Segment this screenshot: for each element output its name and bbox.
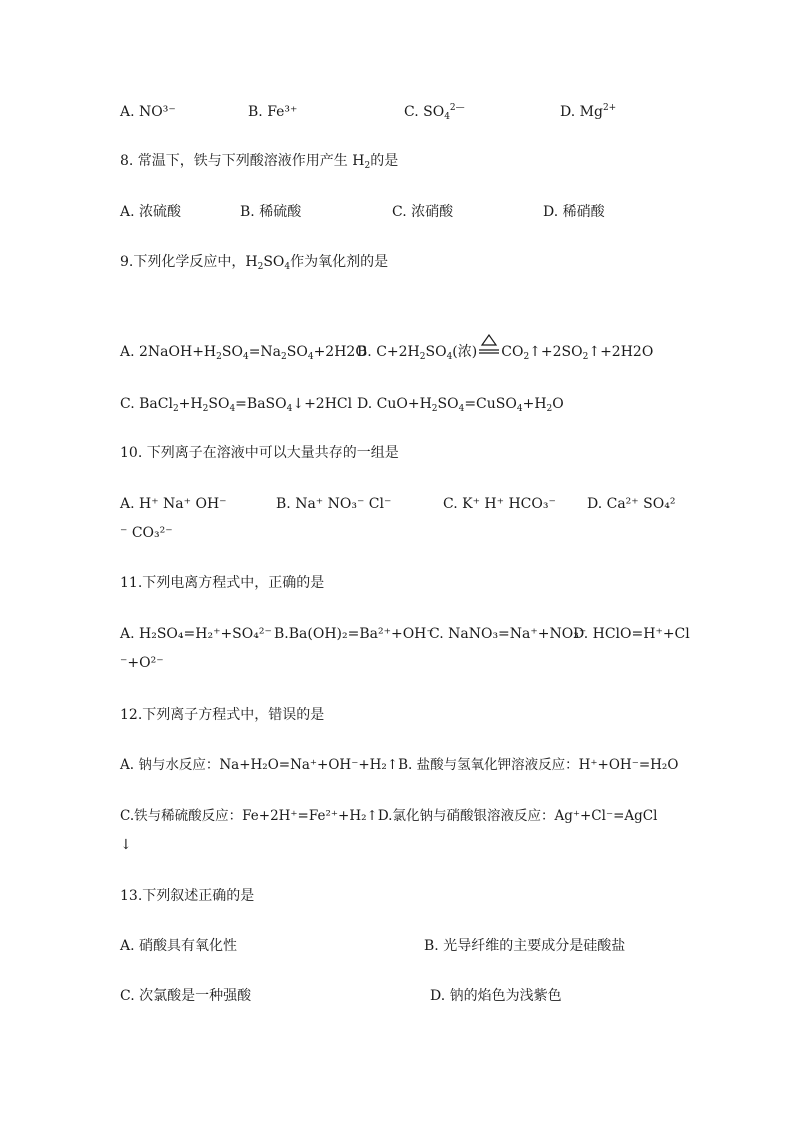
q10-stem: 10. 下列离子在溶液中可以大量共存的一组是 — [120, 445, 399, 461]
q8-option-d: D. 稀硝酸 — [543, 204, 605, 220]
q9-stem: 9.下列化学反应中，$H_2SO_4$作为氧化剂的是 — [120, 254, 389, 272]
q7-option-d: D. $Mg^{2+}$ — [560, 103, 617, 120]
q9-option-b: B. $C+2H_2SO_4$(浓) $CO_2↑+2SO_2↑+2H2O$ — [357, 342, 653, 362]
q7-option-a: A. NO³⁻ — [120, 104, 176, 120]
q12-stem: 12.下列离子方程式中，错误的是 — [120, 707, 325, 723]
q13-option-d: D. 钠的焰色为浅紫色 — [430, 988, 562, 1004]
q12-options-cd-continued: ↓ — [120, 837, 132, 853]
q8-stem: 8. 常温下，铁与下列酸溶液作用产生 $H_2$的是 — [120, 153, 399, 171]
q11-stem: 11.下列电离方程式中，正确的是 — [120, 575, 325, 591]
q11-option-a: A. H₂SO₄=H₂⁺+SO₄²⁻ — [120, 626, 272, 642]
q13-stem: 13.下列叙述正确的是 — [120, 888, 255, 904]
q10-option-c: C. K⁺ H⁺ HCO₃⁻ — [443, 496, 556, 512]
q12-options-cd: C.铁与稀硫酸反应：Fe+2H⁺=Fe²⁺+H₂↑D.氯化钠与硝酸银溶液反应：Ag⁺+Cl⁻=AgCl — [120, 808, 658, 824]
q13-option-b: B. 光导纤维的主要成分是硅酸盐 — [424, 938, 626, 954]
q11-option-d-continued: ⁻+O²⁻ — [120, 655, 164, 671]
q9-option-a: A. $2NaOH+H_2SO_4=Na_2SO_4+2H2O$ — [120, 344, 367, 362]
q7-option-b: B. Fe³⁺ — [248, 104, 298, 120]
q11-option-d: D. HClO=H⁺+Cl — [573, 626, 690, 642]
q10-option-b: B. Na⁺ NO₃⁻ Cl⁻ — [276, 496, 392, 512]
q11-option-b: B.Ba(OH)₂=Ba²⁺+OH⁻ — [274, 626, 434, 642]
q8-option-c: C. 浓硝酸 — [392, 204, 454, 220]
q10-option-d-continued: ⁻ CO₃²⁻ — [120, 525, 173, 541]
q11-option-c: C. NaNO₃=Na⁺+NO₃⁻ — [429, 626, 587, 642]
q9-option-d: D. $CuO+H_2SO_4=CuSO_4+H_2O$ — [357, 396, 564, 414]
q7-option-c: C. $SO_4^{2—}$ — [404, 103, 465, 122]
heating-triangle-icon — [478, 342, 500, 358]
q10-option-d: D. Ca²⁺ SO₄² — [587, 496, 676, 512]
q13-option-c: C. 次氯酸是一种强酸 — [120, 988, 252, 1004]
q12-options-ab: A. 钠与水反应：Na+H₂O=Na⁺+OH⁻+H₂↑B. 盐酸与氢氧化钾溶液反应：H⁺+OH⁻=H₂O — [120, 757, 679, 773]
q13-option-a: A. 硝酸具有氧化性 — [120, 938, 238, 954]
q10-option-a: A. H⁺ Na⁺ OH⁻ — [120, 496, 227, 512]
q9-option-c: C. $BaCl_2+H_2SO_4=BaSO_4↓+2HCl$ — [120, 396, 353, 414]
q8-option-a: A. 浓硫酸 — [120, 204, 182, 220]
q8-option-b: B. 稀硫酸 — [240, 204, 302, 220]
